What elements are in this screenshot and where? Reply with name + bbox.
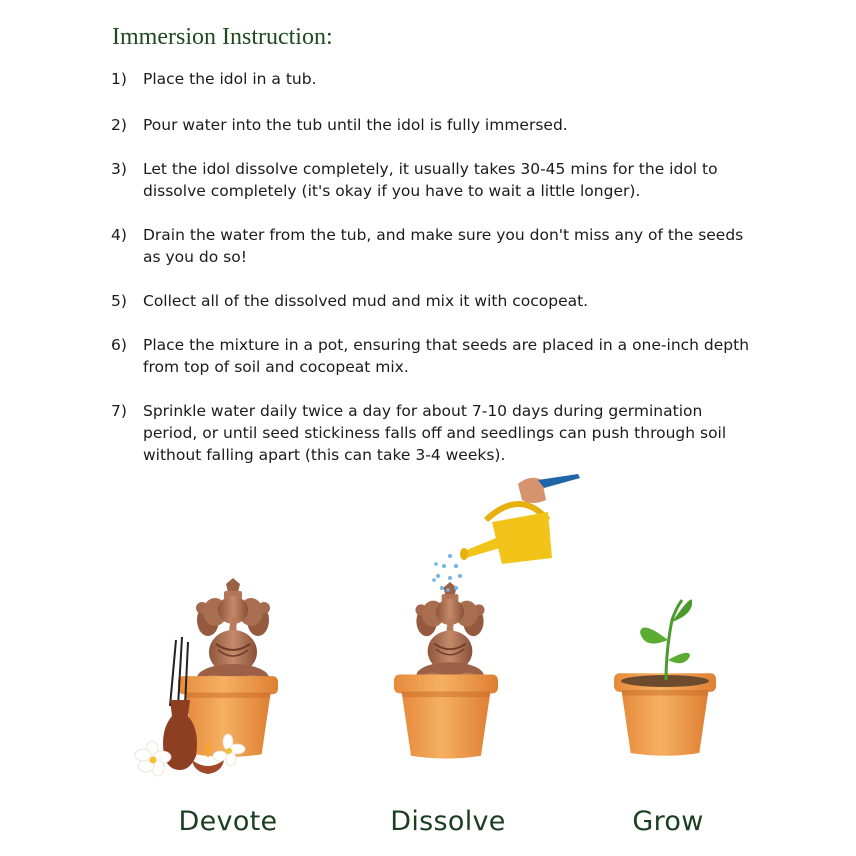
step-text: Place the idol in a tub.: [143, 70, 317, 88]
step-number: 2): [111, 116, 127, 134]
step-number: 5): [111, 292, 127, 310]
grow-illustration: [614, 599, 716, 755]
stage-label-grow: Grow: [632, 806, 704, 837]
step-number: 6): [111, 336, 127, 354]
step-text: Sprinkle water daily twice a day for about 7-10 days during germination period, or until seed stickiness falls off and seedlings can push through soil without falling apart (this can take 3-4 weeks).: [143, 402, 727, 464]
step-text: Pour water into the tub until the idol is fully immersed.: [143, 116, 568, 134]
step-number: 4): [111, 226, 127, 244]
step-number: 7): [111, 402, 127, 420]
stage-label-dissolve: Dissolve: [390, 806, 506, 837]
step-text: Let the idol dissolve completely, it usually takes 30-45 mins for the idol to dissolve completely (it's okay if you have to wait a little longer).: [143, 160, 718, 200]
step-text: Collect all of the dissolved mud and mix it with cocopeat.: [143, 292, 589, 310]
stage-label-devote: Devote: [178, 806, 278, 837]
step-number: 1): [111, 70, 127, 88]
dissolve-illustration: [394, 474, 580, 759]
stages-illustration: [0, 460, 856, 856]
page-title: Immersion Instruction:: [112, 24, 333, 50]
step-number: 3): [111, 160, 127, 178]
step-text: Place the mixture in a pot, ensuring that seeds are placed in a one-inch depth from top of soil and cocopeat mix.: [143, 336, 750, 376]
step-text: Drain the water from the tub, and make sure you don't miss any of the seeds as you do so!: [143, 226, 744, 266]
devote-illustration: [135, 578, 278, 776]
